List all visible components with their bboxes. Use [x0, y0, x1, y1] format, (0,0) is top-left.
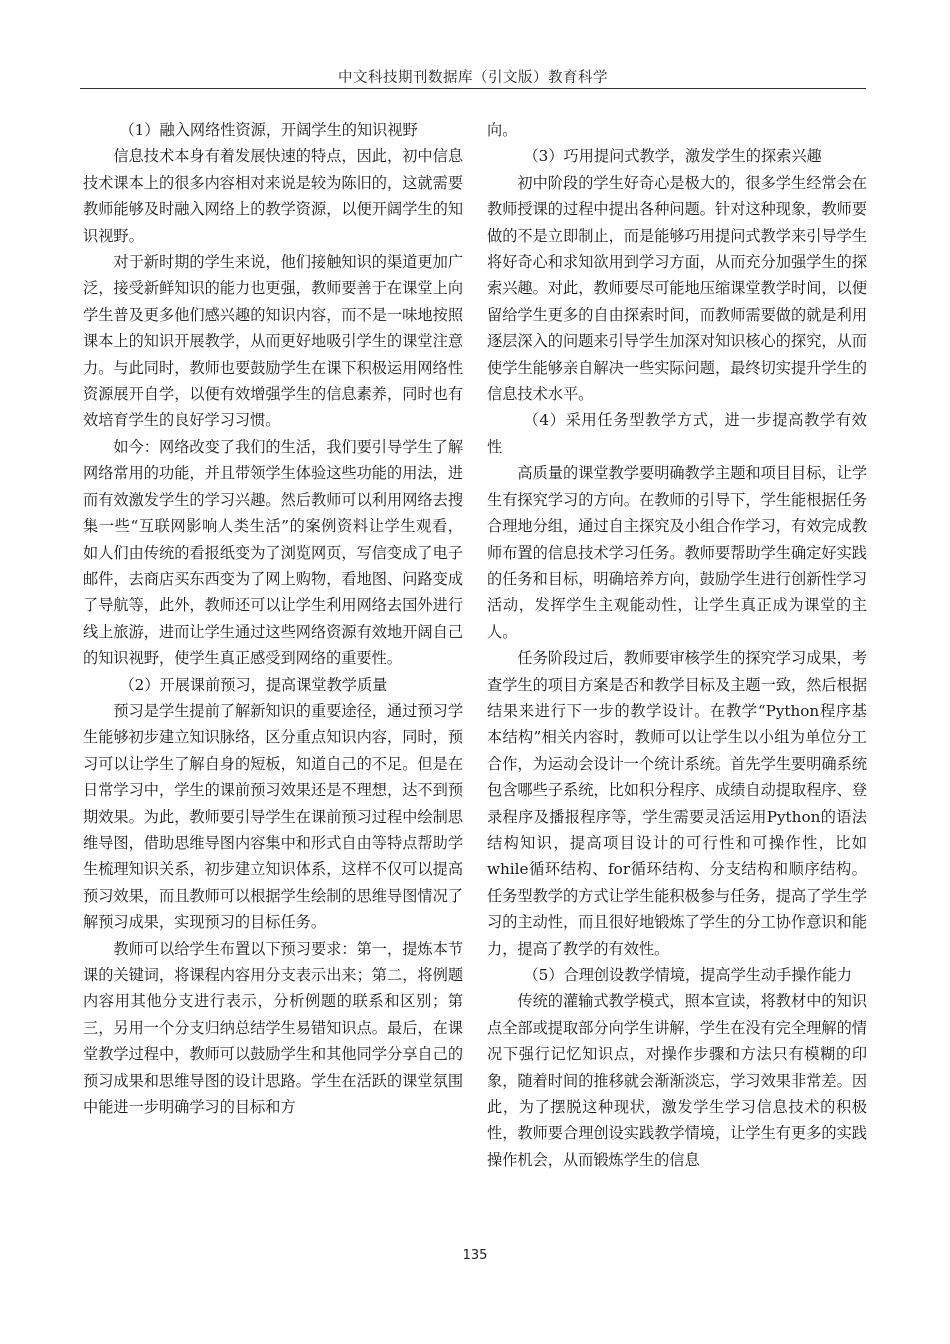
- paragraph: 高质量的课堂教学要明确教学主题和项目目标，让学生有探究学习的方向。在教师的引导下，学生能根据任务合理地分组，通过自主探究及小组合作学习，有效完成教师布置的信息技术学习任务。教师要帮助学生确定好实践的任务和目标，明确培养方向，鼓励学生进行创新性学习活动，发挥学生主观能动性，让学生真正成为课堂的主人。: [487, 464, 867, 641]
- paragraph-continuation: 向。: [487, 121, 518, 139]
- section-heading-4: （4）采用任务型教学方式，进一步提高教学有效性: [487, 411, 867, 456]
- section-heading-3: （3）巧用提问式教学，激发学生的探索兴趣: [523, 147, 822, 166]
- right-column: [487, 117, 867, 1173]
- paragraph: 初中阶段的学生好奇心是极大的，很多学生经常会在教师授课的过程中提出各种问题。针对这种现象，教师要做的不是立即制止，而是能够巧用提问式教学来引导学生将好奇心和求知欲用到学习方面，从而充分加强学生的探索兴趣。对此，教师要尽可能地压缩课堂教学时间，以便留给学生更多的自由探索时间，而教师需要做的就是利用逐层深入的问题来引导学生加深对知识核心的探究，从而使学生能够亲自解决一些实际问题，最终切实提升学生的信息技术水平。: [487, 173, 867, 404]
- section-heading-1: （1）融入网络性资源，开阔学生的知识视野: [119, 121, 418, 139]
- paragraph: 教师可以给学生布置以下预习要求：第一，提炼本节课的关键词，将课程内容用分支表示出来；第二，将例题内容用其他分支进行表示，分析例题的联系和区别；第三，另用一个分支归纳总结学生易错知识点。最后，在课堂教学过程中，教师可以鼓励学生和其他同学分享自己的预习成果和思维导图的设计思路。学生在活跃的课堂氛围中能进一步明确学习的目标和方: [83, 939, 463, 1117]
- paragraph: 信息技术本身有着发展快速的特点，因此，初中信息技术课本上的很多内容相对来说是较为陈旧的，这就需要教师能够及时融入网络上的教学资源，以便开阔学生的知识视野。: [83, 147, 463, 245]
- section-heading-2: （2）开展课前预习，提高课堂教学质量: [119, 675, 388, 694]
- paragraph: 对于新时期的学生来说，他们接触知识的渠道更加广泛，接受新鲜知识的能力也更强，教师要善于在课堂上向学生普及更多他们感兴趣的知识内容，而不是一味地按照课本上的知识开展教学，从而更好地吸引学生的课堂注意力。与此同时，教师也要鼓励学生在课下积极运用网络性资源展开自学，以便有效增强学生的信息素养，同时也有效培育学生的良好学习习惯。: [83, 253, 463, 430]
- left-column: [83, 117, 463, 1120]
- paragraph: 传统的灌输式教学模式，照本宣读，将教材中的知识点全部或提取部分向学生讲解，学生在没有完全理解的情况下强行记忆知识点，对操作步骤和方法只有模糊的印象，随着时间的推移就会渐渐淡忘，学习效果非常差。因此，为了摆脱这种现状，激发学生学习信息技术的积极性，教师要合理创设实践教学情境，让学生有更多的实践操作机会，从而锻炼学生的信息: [487, 992, 867, 1169]
- header-rule: [80, 88, 866, 89]
- running-header: 中文科技期刊数据库（引文版）教育科学: [338, 70, 608, 86]
- paragraph: 如今：网络改变了我们的生活，我们要引导学生了解网络常用的功能，并且带领学生体验这些功能的用法，进而有效激发学生的学习兴趣。然后教师可以利用网络去搜集一些“互联网影响人类生活”的案例资料让学生观看，如人们由传统的看报纸变为了浏览网页，写信变成了电子邮件，去商店买东西变为了网上购物，看地图、问路变成了导航等，此外，教师还可以让学生利用网络去国外进行线上旅游，进而让学生通过这些网络资源有效地开阔自己的知识视野，使学生真正感受到网络的重要性。: [83, 437, 463, 668]
- paragraph: 预习是学生提前了解新知识的重要途径，通过预习学生能够初步建立知识脉络，区分重点知识内容，同时，预习可以让学生了解自身的短板，知道自己的不足。但是在日常学习中，学生的课前预习效果还是不理想，达不到预期效果。为此，教师要引导学生在课前预习过程中绘制思维导图，借助思维导图内容集中和形式自由等特点帮助学生梳理知识关系，初步建立知识体系，这样不仅可以提高预习效果，而且教师可以根据学生绘制的思维导图情况了解预习成果，实现预习的目标任务。: [83, 701, 463, 932]
- section-heading-5: （5）合理创设教学情境，提高学生动手操作能力: [523, 966, 853, 984]
- page-number: 135: [462, 1248, 488, 1263]
- paragraph: 任务阶段过后，教师要审核学生的探究学习成果，考查学生的项目方案是否和教学目标及主题一致，然后根据结果来进行下一步的教学设计。在教学“Python程序基本结构”相关内容时，教师可以让学生以小组为单位分工合作，为运动会设计一个统计系统。首先学生要明确系统包含哪些子系统，比如积分程序、成绩自动提取程序、登录程序及播报程序等，学生需要灵活运用Python的语法结构知识，提高项目设计的可行性和可操作性，比如while循环结构、for循环结构、分支结构和顺序结构。任务型教学的方式让学生能积极参与任务，提高了学生学习的主动性，而且很好地锻炼了学生的分工协作意识和能力，提高了教学的有效性。: [487, 649, 867, 958]
